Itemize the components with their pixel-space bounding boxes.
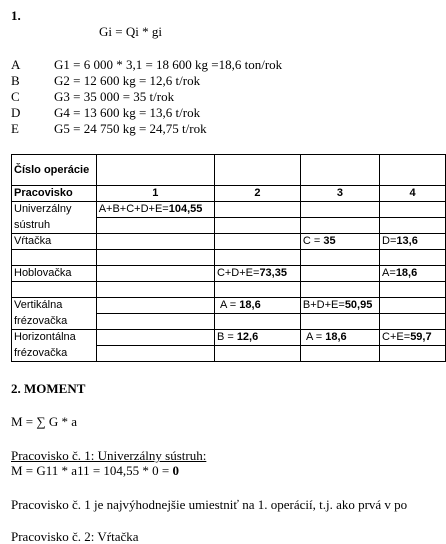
cell-op1: A+B+C+D+E=104,55 xyxy=(96,202,214,218)
col-number-1: 1 xyxy=(96,186,214,202)
cell-op2: B = 12,6 xyxy=(214,330,300,346)
row-label: Vŕtačka xyxy=(12,234,97,250)
weight-formula: Gi = Qi * gi xyxy=(99,24,162,39)
row-letter-e: E xyxy=(11,121,19,136)
row-label: sústruh xyxy=(12,218,97,234)
workplace-1-title: Pracovisko č. 1: Univerzálny sústruh: xyxy=(11,448,207,463)
row-label: Vertikálna xyxy=(12,298,97,314)
cell-op4: D=13,6 xyxy=(380,234,446,250)
row-letter-d: D xyxy=(11,105,21,120)
row-text-d: G4 = 13 600 kg = 13,6 t/rok xyxy=(54,105,201,120)
row-letter-c: C xyxy=(11,89,20,104)
row-label xyxy=(12,250,97,266)
row-label: Hoblovačka xyxy=(12,266,97,282)
cell-op3: B+D+E=50,95 xyxy=(300,298,379,314)
cell-op4: A=18,6 xyxy=(380,266,446,282)
moment-heading: 2. MOMENT xyxy=(11,381,86,396)
header-operation-number: Číslo operácie xyxy=(12,155,97,186)
row-text-b: G2 = 12 600 kg = 12,6 t/rok xyxy=(54,73,201,88)
cell-op3: C = 35 xyxy=(300,234,379,250)
row-label: Univerzálny xyxy=(12,202,97,218)
cell-op2: A = 18,6 xyxy=(214,298,300,314)
workplace-1-paragraph: Pracovisko č. 1 je najvýhodnejšie umiestniť na 1. operácií, t.j. ako prvá v po xyxy=(11,497,408,512)
moment-formula: M = ∑ G * a xyxy=(11,414,78,429)
row-label: frézovačka xyxy=(12,346,97,362)
operations-table xyxy=(11,154,446,362)
cell-op3: A = 18,6 xyxy=(300,330,379,346)
workplace-2-title: Pracovisko č. 2: Vŕtačka xyxy=(11,529,139,544)
row-text-a: G1 = 6 000 * 3,1 = 18 600 kg =18,6 ton/rok xyxy=(54,57,283,72)
header-workplace: Pracovisko xyxy=(12,186,97,202)
col-number-4: 4 xyxy=(380,186,446,202)
row-text-c: G3 = 35 000 = 35 t/rok xyxy=(54,89,175,104)
col-number-2: 2 xyxy=(214,186,300,202)
row-label: frézovačka xyxy=(12,314,97,330)
col-number-3: 3 xyxy=(300,186,379,202)
cell-op4: C+E=59,7 xyxy=(380,330,446,346)
row-letter-b: B xyxy=(11,73,20,88)
row-label: Horizontálna xyxy=(12,330,97,346)
row-text-e: G5 = 24 750 kg = 24,75 t/rok xyxy=(54,121,207,136)
workplace-1-formula: M = G11 * a11 = 104,55 * 0 = 0 xyxy=(11,463,179,478)
row-label xyxy=(12,282,97,298)
section-number: 1. xyxy=(11,8,21,23)
cell-op2: C+D+E=73,35 xyxy=(214,266,300,282)
row-letter-a: A xyxy=(11,57,21,72)
